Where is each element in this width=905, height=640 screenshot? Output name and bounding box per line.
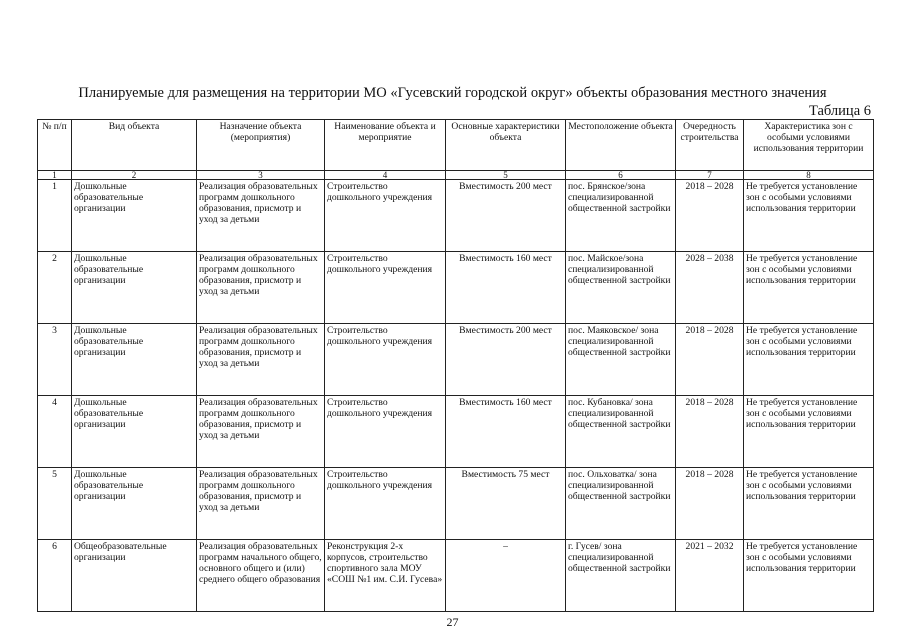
table-row bbox=[38, 180, 874, 252]
row-capacity: Вместимость 160 мест bbox=[446, 396, 566, 468]
header-name: Наименование объекта и мероприятие bbox=[325, 120, 446, 171]
row-purpose: Реализация образовательных программ дошкольного образования, присмотр и уход за детьми bbox=[197, 180, 325, 252]
header-zone: Характеристика зон с особыми условиями использования территории bbox=[744, 120, 874, 171]
row-zone: Не требуется установление зон с особыми условиями использования территории bbox=[744, 324, 874, 396]
row-purpose: Реализация образовательных программ дошкольного образования, присмотр и уход за детьми bbox=[197, 396, 325, 468]
row-capacity: Вместимость 200 мест bbox=[446, 180, 566, 252]
row-num: 1 bbox=[38, 180, 72, 252]
column-number: 1 bbox=[38, 171, 72, 180]
row-name: Строительство дошкольного учреждения bbox=[325, 468, 446, 540]
row-name: Строительство дошкольного учреждения bbox=[325, 180, 446, 252]
row-num: 3 bbox=[38, 324, 72, 396]
table-row bbox=[38, 468, 874, 540]
row-location: пос. Кубановка/ зона специализированной общественной застройки bbox=[566, 396, 676, 468]
row-purpose: Реализация образовательных программ начального общего, основного общего и (или) среднего общего образования bbox=[197, 540, 325, 612]
row-type: Общеобразовательные организации bbox=[72, 540, 197, 612]
row-order: 2018 – 2028 bbox=[676, 324, 744, 396]
table-row bbox=[38, 324, 874, 396]
column-number: 6 bbox=[566, 171, 676, 180]
row-location: пос. Брянское/зона специализированной общественной застройки bbox=[566, 180, 676, 252]
row-location: пос. Майское/зона специализированной общественной застройки bbox=[566, 252, 676, 324]
row-order: 2021 – 2032 bbox=[676, 540, 744, 612]
row-order: 2018 – 2028 bbox=[676, 396, 744, 468]
table-row bbox=[38, 396, 874, 468]
row-order: 2018 – 2028 bbox=[676, 180, 744, 252]
row-zone: Не требуется установление зон с особыми условиями использования территории bbox=[744, 180, 874, 252]
column-number: 2 bbox=[72, 171, 197, 180]
row-location: пос. Ольховатка/ зона специализированной общественной застройки bbox=[566, 468, 676, 540]
row-zone: Не требуется установление зон с особыми условиями использования территории bbox=[744, 396, 874, 468]
row-type: Дошкольные образовательные организации bbox=[72, 396, 197, 468]
row-num: 2 bbox=[38, 252, 72, 324]
column-number: 8 bbox=[744, 171, 874, 180]
column-number: 7 bbox=[676, 171, 744, 180]
objects-table bbox=[37, 119, 874, 612]
table-header-row bbox=[38, 120, 874, 171]
row-zone: Не требуется установление зон с особыми условиями использования территории bbox=[744, 540, 874, 612]
row-name: Строительство дошкольного учреждения bbox=[325, 396, 446, 468]
table-row bbox=[38, 252, 874, 324]
header-purpose: Назначение объекта (мероприятия) bbox=[197, 120, 325, 171]
row-num: 6 bbox=[38, 540, 72, 612]
column-number: 4 bbox=[325, 171, 446, 180]
page-title: Планируемые для размещения на территории МО «Гусевский городской округ» объекты образования местного значения bbox=[78, 85, 827, 101]
row-capacity: Вместимость 75 мест bbox=[446, 468, 566, 540]
row-name: Строительство дошкольного учреждения bbox=[325, 324, 446, 396]
page-number: 27 bbox=[446, 615, 459, 629]
row-num: 4 bbox=[38, 396, 72, 468]
row-type: Дошкольные образовательные организации bbox=[72, 252, 197, 324]
row-zone: Не требуется установление зон с особыми условиями использования территории bbox=[744, 468, 874, 540]
row-capacity: – bbox=[446, 540, 566, 612]
row-capacity: Вместимость 160 мест bbox=[446, 252, 566, 324]
header-type: Вид объекта bbox=[72, 120, 197, 171]
table-row bbox=[38, 540, 874, 612]
row-num: 5 bbox=[38, 468, 72, 540]
row-order: 2018 – 2028 bbox=[676, 468, 744, 540]
column-number: 3 bbox=[197, 171, 325, 180]
row-type: Дошкольные образовательные организации bbox=[72, 324, 197, 396]
row-purpose: Реализация образовательных программ дошкольного образования, присмотр и уход за детьми bbox=[197, 324, 325, 396]
row-capacity: Вместимость 200 мест bbox=[446, 324, 566, 396]
column-number: 5 bbox=[446, 171, 566, 180]
row-purpose: Реализация образовательных программ дошкольного образования, присмотр и уход за детьми bbox=[197, 252, 325, 324]
row-purpose: Реализация образовательных программ дошкольного образования, присмотр и уход за детьми bbox=[197, 468, 325, 540]
row-type: Дошкольные образовательные организации bbox=[72, 180, 197, 252]
row-location: г. Гусев/ зона специализированной общественной застройки bbox=[566, 540, 676, 612]
row-name: Реконструкция 2-х корпусов, строительство спортивного зала МОУ «СОШ №1 им. С.И. Гусева» bbox=[325, 540, 446, 612]
table-label: Таблица 6 bbox=[808, 103, 871, 119]
row-order: 2028 – 2038 bbox=[676, 252, 744, 324]
column-number-row bbox=[38, 171, 874, 180]
header-capacity: Основные характеристики объекта bbox=[446, 120, 566, 171]
header-num: № п/п bbox=[38, 120, 72, 171]
row-name: Строительство дошкольного учреждения bbox=[325, 252, 446, 324]
row-type: Дошкольные образовательные организации bbox=[72, 468, 197, 540]
row-location: пос. Маяковское/ зона специализированной общественной застройки bbox=[566, 324, 676, 396]
header-order: Очередность строительства bbox=[676, 120, 744, 171]
row-zone: Не требуется установление зон с особыми условиями использования территории bbox=[744, 252, 874, 324]
header-location: Местоположение объекта bbox=[566, 120, 676, 171]
